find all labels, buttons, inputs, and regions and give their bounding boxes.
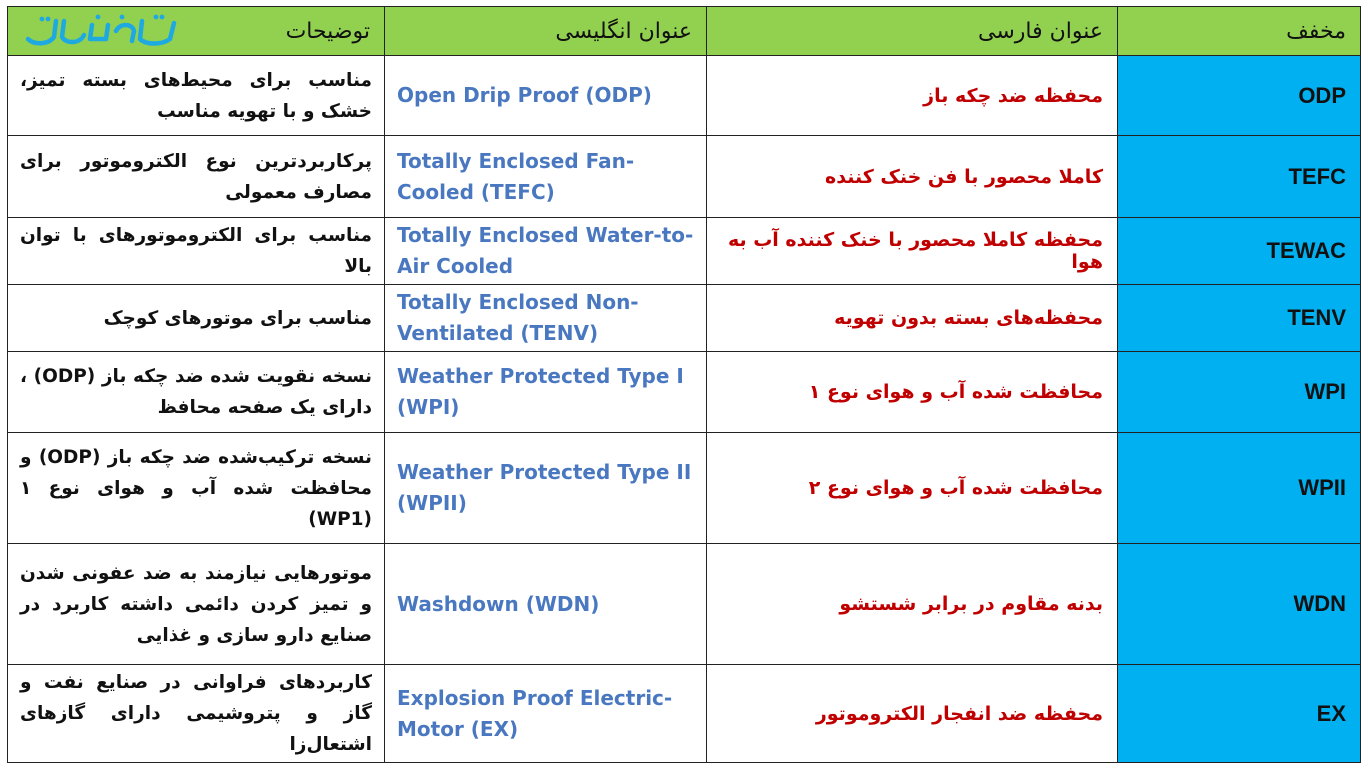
persian-title-cell: محافظت شده آب و هوای نوع ۲ bbox=[707, 433, 1118, 544]
persian-title-cell: محفظه ضد انفجار الکتروموتور bbox=[707, 665, 1118, 763]
english-title-cell: Totally Enclosed Non-Ventilated (TENV) bbox=[385, 285, 707, 352]
motor-enclosure-table bbox=[7, 6, 1361, 763]
english-title-cell: Totally Enclosed Fan-Cooled (TEFC) bbox=[385, 136, 707, 218]
table-row bbox=[8, 433, 1361, 544]
table-row bbox=[8, 352, 1361, 433]
abbreviation-cell: TENV bbox=[1118, 285, 1361, 352]
description-cell: مناسب برای موتورهای کوچک bbox=[8, 285, 385, 352]
persian-title-cell: محفظه‌های بسته بدون تهویه bbox=[707, 285, 1118, 352]
description-cell: نسخه ترکیب‌شده ضد چکه باز (ODP) و محافظت شده آب و هوای نوع ۱ (WP1) bbox=[8, 433, 385, 544]
persian-title-cell: کاملا محصور با فن خنک کننده bbox=[707, 136, 1118, 218]
table-row bbox=[8, 136, 1361, 218]
abbreviation-cell: ODP bbox=[1118, 56, 1361, 136]
abbreviation-cell: WDN bbox=[1118, 544, 1361, 665]
header-persian-title: عنوان فارسی bbox=[707, 7, 1118, 56]
abbreviation-cell: WPI bbox=[1118, 352, 1361, 433]
description-cell: نسخه نقویت شده ضد چکه باز (ODP) ، دارای یک صفحه محافظ bbox=[8, 352, 385, 433]
description-cell: مناسب برای الکتروموتورهای با توان بالا bbox=[8, 218, 385, 285]
english-title-cell: Explosion Proof Electric-Motor (EX) bbox=[385, 665, 707, 763]
english-title-cell: Open Drip Proof (ODP) bbox=[385, 56, 707, 136]
header-description: توضیحات bbox=[285, 18, 370, 44]
abbreviation-cell: WPII bbox=[1118, 433, 1361, 544]
persian-title-cell: محافظت شده آب و هوای نوع ۱ bbox=[707, 352, 1118, 433]
brand-logo bbox=[22, 7, 182, 55]
description-cell: کاربردهای فراوانی در صنایع نفت و گاز و پتروشیمی دارای گازهای اشتعال‌زا bbox=[8, 665, 385, 763]
brand-logo-icon bbox=[22, 11, 182, 51]
abbreviation-cell: EX bbox=[1118, 665, 1361, 763]
english-title-cell: Totally Enclosed Water-to-Air Cooled bbox=[385, 218, 707, 285]
english-title-cell: Weather Protected Type II (WPII) bbox=[385, 433, 707, 544]
table-row bbox=[8, 218, 1361, 285]
table-row bbox=[8, 56, 1361, 136]
header-description-cell bbox=[8, 7, 385, 56]
english-title-cell: Washdown (WDN) bbox=[385, 544, 707, 665]
abbreviation-cell: TEFC bbox=[1118, 136, 1361, 218]
description-cell: موتورهایی نیازمند به ضد عفونی شدن و تمیز کردن دائمی داشته کاربرد در صنایع دارو سازی و غذایی bbox=[8, 544, 385, 665]
persian-title-cell: محفظه کاملا محصور با خنک کننده آب به هوا bbox=[707, 218, 1118, 285]
table-row bbox=[8, 544, 1361, 665]
description-cell: مناسب برای محیط‌های بسته تمیز، خشک و با تهویه مناسب bbox=[8, 56, 385, 136]
english-title-cell: Weather Protected Type I (WPI) bbox=[385, 352, 707, 433]
table-row bbox=[8, 665, 1361, 763]
description-cell: پرکاربردترین نوع الکتروموتور برای مصارف معمولی bbox=[8, 136, 385, 218]
table-row bbox=[8, 285, 1361, 352]
persian-title-cell: محفظه ضد چکه باز bbox=[707, 56, 1118, 136]
header-row bbox=[8, 7, 1361, 56]
abbreviation-cell: TEWAC bbox=[1118, 218, 1361, 285]
header-english-title: عنوان انگلیسی bbox=[385, 7, 707, 56]
persian-title-cell: بدنه مقاوم در برابر شستشو bbox=[707, 544, 1118, 665]
header-abbreviation: مخفف bbox=[1118, 7, 1361, 56]
